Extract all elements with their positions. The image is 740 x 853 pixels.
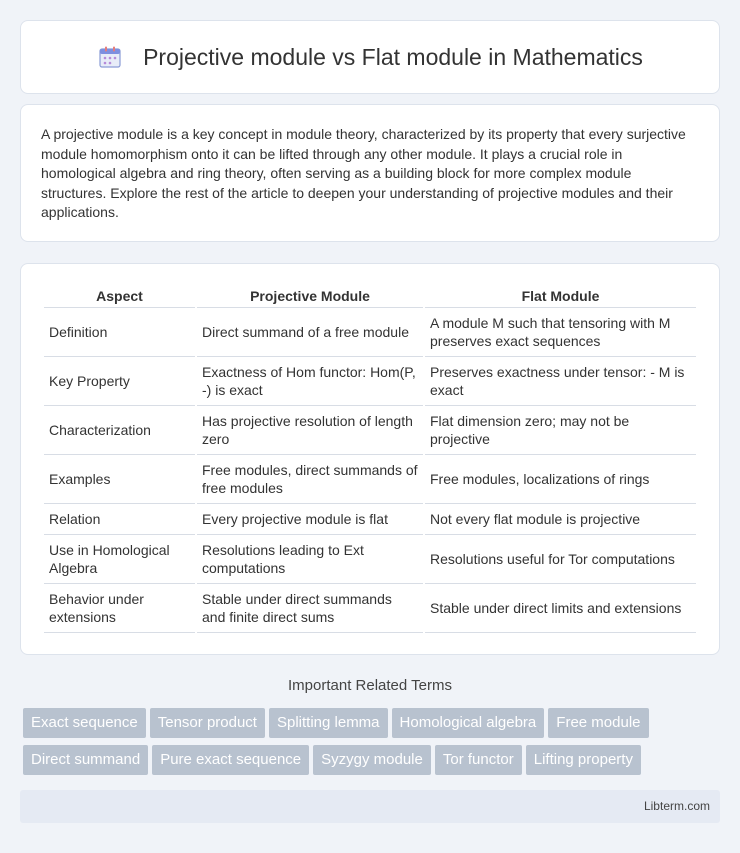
intro-card [20, 104, 720, 242]
cell-flat: Not every flat module is projective [425, 504, 696, 535]
table-row [44, 584, 696, 633]
cell-aspect: Use in Homological Algebra [44, 535, 195, 584]
footer [20, 790, 720, 823]
tag-tensor-product[interactable]: Tensor product [150, 708, 265, 738]
tag-pure-exact-sequence[interactable]: Pure exact sequence [152, 745, 309, 775]
cell-aspect: Relation [44, 504, 195, 535]
tag-exact-sequence[interactable]: Exact sequence [23, 708, 146, 738]
related-terms-title: Important Related Terms [288, 677, 452, 694]
tag-free-module[interactable]: Free module [548, 708, 648, 738]
intro-text: A projective module is a key concept in module theory, characterized by its property that every surjective module homomorphism onto it can be lifted through any other module. It plays a crucial role in homological algebra and ring theory, often serving as a building block for more complex module structures. Explore the rest of the article to deepen your understanding of projective modules and their applications. [41, 126, 686, 220]
tag-lifting-property[interactable]: Lifting property [526, 745, 641, 775]
tag-syzygy-module[interactable]: Syzygy module [313, 745, 431, 775]
table-row [44, 504, 696, 535]
table-row [44, 535, 696, 584]
cell-flat: A module M such that tensoring with M preserves exact sequences [425, 308, 696, 357]
cell-aspect: Characterization [44, 406, 195, 455]
cell-flat: Flat dimension zero; may not be projective [425, 406, 696, 455]
table-row [44, 308, 696, 357]
cell-projective: Direct summand of a free module [197, 308, 423, 357]
header-card [20, 20, 720, 94]
cell-aspect: Behavior under extensions [44, 584, 195, 633]
cell-aspect: Key Property [44, 357, 195, 406]
table-row [44, 357, 696, 406]
cell-projective: Has projective resolution of length zero [197, 406, 423, 455]
header-projective: Projective Module [197, 284, 423, 308]
table-header-row [44, 284, 696, 308]
comparison-table-card [20, 263, 720, 655]
tag-direct-summand[interactable]: Direct summand [23, 745, 148, 775]
tag-homological-algebra[interactable]: Homological algebra [392, 708, 545, 738]
table-row [44, 455, 696, 504]
table-row [44, 406, 696, 455]
calendar-icon [97, 44, 123, 70]
cell-flat: Free modules, localizations of rings [425, 455, 696, 504]
page-title: Projective module vs Flat module in Mathematics [143, 43, 643, 70]
title-wrap [97, 44, 643, 71]
cell-projective: Resolutions leading to Ext computations [197, 535, 423, 584]
cell-aspect: Definition [44, 308, 195, 357]
comparison-table [42, 284, 698, 633]
header-aspect: Aspect [44, 284, 195, 308]
tag-splitting-lemma[interactable]: Splitting lemma [269, 708, 388, 738]
cell-flat: Preserves exactness under tensor: - M is exact [425, 357, 696, 406]
cell-projective: Stable under direct summands and finite direct sums [197, 584, 423, 633]
cell-projective: Every projective module is flat [197, 504, 423, 535]
header-flat: Flat Module [425, 284, 696, 308]
footer-brand[interactable]: Libterm.com [643, 799, 710, 813]
related-terms-tags [23, 708, 723, 782]
cell-flat: Resolutions useful for Tor computations [425, 535, 696, 584]
cell-projective: Exactness of Hom functor: Hom(P, -) is exact [197, 357, 423, 406]
cell-aspect: Examples [44, 455, 195, 504]
cell-projective: Free modules, direct summands of free modules [197, 455, 423, 504]
tag-tor-functor[interactable]: Tor functor [435, 745, 522, 775]
cell-flat: Stable under direct limits and extensions [425, 584, 696, 633]
